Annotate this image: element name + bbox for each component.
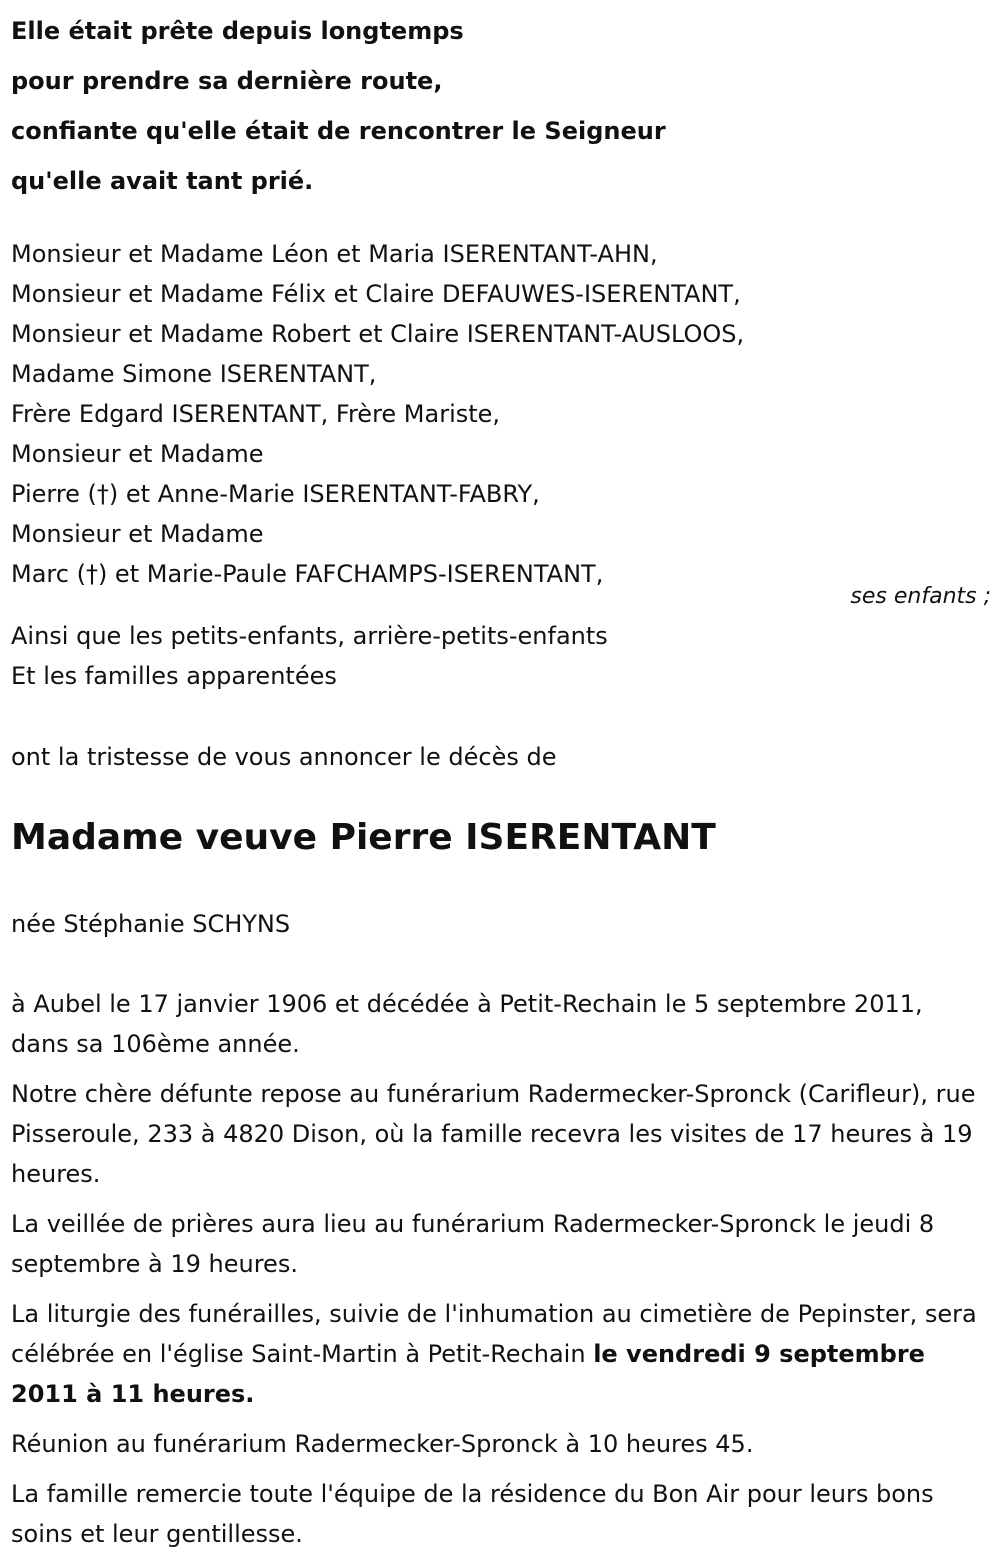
details [11, 984, 986, 1564]
liturgy-paragraph [11, 1294, 986, 1414]
family-list [11, 234, 744, 594]
children-label: ses enfants ; [850, 584, 991, 609]
family-member: Madame Simone ISERENTANT, [11, 360, 377, 388]
family-member: Marc (†) et Marie-Paule FAFCHAMPS-ISERENTANT, [11, 560, 604, 588]
poem-line: pour prendre sa dernière route, [11, 67, 443, 95]
thanks-paragraph: La famille remercie toute l'équipe de la résidence du Bon Air pour leurs bons soins et leur gentillesse. [11, 1480, 934, 1548]
family-member: Frère Edgard ISERENTANT, Frère Mariste, [11, 400, 501, 428]
announcement: ont la tristesse de vous annoncer le décès de [11, 743, 557, 771]
liturgy-text: La liturgie des funérailles, suivie de l'inhumation au cimetière de Pepinster, sera célébrée en l'église Saint-Martin à Petit-Rechain [11, 1300, 977, 1368]
repose-paragraph: Notre chère défunte repose au funérarium Radermecker-Spronck (Carifleur), rue Pisseroule, 233 à 4820 Dison, où la famille recevra les visites de 17 heures à 19 heures. [11, 1080, 976, 1188]
family-member: Monsieur et Madame Félix et Claire DEFAUWES-ISERENTANT, [11, 280, 741, 308]
family-member: Monsieur et Madame [11, 520, 264, 548]
poem-line: qu'elle avait tant prié. [11, 167, 314, 195]
poem [11, 6, 666, 206]
family-member: Monsieur et Madame [11, 440, 264, 468]
family-member: Monsieur et Madame Robert et Claire ISERENTANT-AUSLOOS, [11, 320, 745, 348]
life-paragraph: à Aubel le 17 janvier 1906 et décédée à Petit-Rechain le 5 septembre 2011, dans sa 106ème année. [11, 990, 923, 1058]
relatives-line: Ainsi que les petits-enfants, arrière-petits-enfants [11, 622, 608, 650]
liturgy-date: le vendredi 9 septembre 2011 à 11 heures. [11, 1340, 925, 1408]
other-relatives [11, 616, 608, 696]
poem-line: Elle était prête depuis longtemps [11, 17, 464, 45]
poem-line: confiante qu'elle était de rencontrer le Seigneur [11, 117, 666, 145]
relatives-line: Et les familles apparentées [11, 662, 337, 690]
deceased-name: Madame veuve Pierre ISERENTANT [11, 817, 716, 858]
birth-name: née Stéphanie SCHYNS [11, 910, 291, 938]
family-member: Monsieur et Madame Léon et Maria ISERENTANT-AHN, [11, 240, 658, 268]
family-member: Pierre (†) et Anne-Marie ISERENTANT-FABRY, [11, 480, 540, 508]
meeting-paragraph: Réunion au funérarium Radermecker-Spronck à 10 heures 45. [11, 1430, 754, 1458]
vigil-paragraph: La veillée de prières aura lieu au funérarium Radermecker-Spronck le jeudi 8 septembre à 19 heures. [11, 1210, 935, 1278]
